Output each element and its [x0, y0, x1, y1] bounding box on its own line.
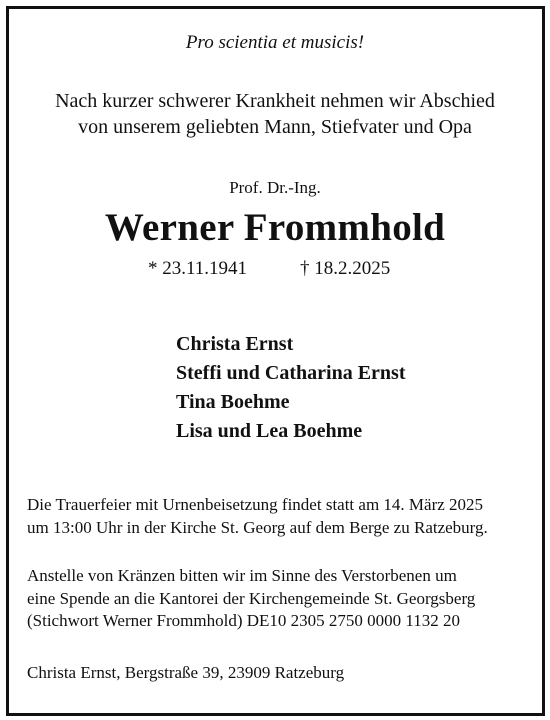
intro-line: Nach kurzer schwerer Krankheit nehmen wir Abschied	[55, 90, 495, 112]
donation-line: Anstelle von Kränzen bitten wir im Sinne des Verstorbenen um	[27, 566, 457, 585]
funeral-line: um 13:00 Uhr in der Kirche St. Georg auf dem Berge zu Ratzeburg.	[27, 517, 488, 537]
deceased-name: Werner Frommhold	[104, 206, 446, 249]
death-date: † 18.2.2025	[300, 258, 391, 279]
donation-notice	[27, 565, 525, 633]
mourner-name: Tina Boehme	[176, 391, 290, 413]
birth-date: * 23.11.1941	[148, 258, 248, 279]
funeral-notice	[27, 494, 525, 539]
mourner-name: Christa Ernst	[176, 333, 294, 355]
motto: Pro scientia et musicis!	[185, 32, 365, 53]
mourner-name: Steffi und Catharina Ernst	[176, 362, 406, 384]
mourners-list	[176, 330, 405, 446]
donation-line: eine Spende an die Kantorei der Kirchengemeinde St. Georgsberg	[27, 588, 476, 608]
funeral-line: Die Trauerfeier mit Urnenbeisetzung findet statt am 14. März 2025	[27, 495, 484, 514]
donation-line: (Stichwort Werner Frommhold) DE10 2305 2750 0000 1132 20	[27, 611, 461, 630]
contact-address: Christa Ernst, Bergstraße 39, 23909 Ratzeburg	[27, 663, 345, 682]
intro-line: von unserem geliebten Mann, Stiefvater und Opa	[78, 116, 472, 138]
intro-text	[0, 88, 550, 140]
mourner-name: Lisa und Lea Boehme	[176, 420, 363, 442]
academic-title: Prof. Dr.-Ing.	[229, 178, 321, 197]
